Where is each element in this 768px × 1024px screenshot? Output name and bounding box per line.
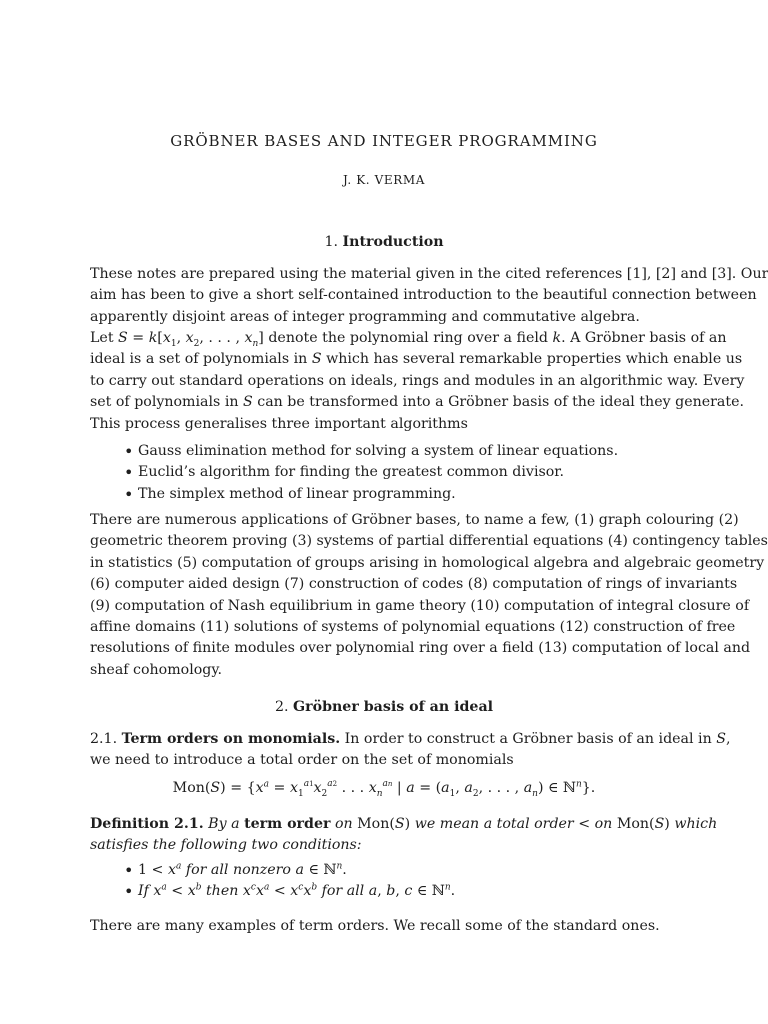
text-line: apparently disjoint areas of integer programming and commutative algebra.: [90, 308, 640, 325]
text-line: set of polynomials in S can be transformed into a Gröbner basis of the ideal they generate.: [90, 394, 744, 411]
text-line: geometric theorem proving (3) systems of partial differential equations (4) contingency tables: [90, 533, 768, 550]
list-item: • Euclid’s algorithm for finding the greatest common divisor.: [124, 462, 644, 483]
text-line: sheaf cohomology.: [90, 661, 222, 678]
conditions-list: [124, 860, 644, 903]
intro-paragraph-2: [90, 328, 745, 435]
paper-title: GRÖBNER BASES AND INTEGER PROGRAMMING: [170, 132, 598, 150]
text-line: we need to introduce a total order on the set of monomials: [90, 752, 514, 769]
text-line: ideal is a set of polynomials in S which has several remarkable properties which enable us: [90, 351, 743, 368]
section-number: 1.: [324, 234, 338, 250]
text-line: 2.1. Term orders on monomials. In order to construct a Gröbner basis of an ideal in S,: [90, 731, 731, 747]
text-line: Definition 2.1. By a term order on Mon(S) we mean a total order < on Mon(S) which: [90, 816, 718, 832]
text-line: satisfies the following two conditions:: [90, 837, 362, 854]
text-line: aim has been to give a short self-contained introduction to the beautiful connection between: [90, 287, 757, 304]
definition-label: Definition 2.1.: [90, 816, 204, 832]
text-line: (9) computation of Nash equilibrium in game theory (10) computation of integral closure of: [90, 597, 750, 614]
text-line: This process generalises three important algorithms: [90, 415, 468, 432]
section-2-heading: [0, 699, 768, 715]
section-1-heading: [0, 234, 768, 250]
text-line: There are many examples of term orders. We recall some of the standard ones.: [90, 918, 660, 934]
text-line: affine domains (11) solutions of systems of polynomial equations (12) construction of free: [90, 618, 736, 635]
intro-paragraph-1: [90, 264, 768, 328]
monomials-equation: $Mon(S) = \{x^a = x_1^{a1}x_2^{a2}$ . . . $x_n^{an}$ | $a = (a_1$, $a_2$, . . . , $a_n$) ∈ ℕ$^n$}.: [172, 779, 596, 799]
paper-author: J. K. VERMA: [342, 173, 426, 187]
closing-paragraph: [90, 916, 680, 937]
definition-2-1: [90, 814, 718, 857]
text-line: Let $S = k[x_1$, $x_2$, . . . , $x_n$] denote the polynomial ring over a field k. A Gröbner basis of an: [90, 330, 727, 349]
section-number: 2.: [274, 699, 289, 715]
text-line: in statistics (5) computation of groups arising in homological algebra and algebraic geometry: [90, 554, 765, 571]
applications-paragraph: [90, 510, 768, 681]
text-line: (6) computer aided design (7) construction of codes (8) computation of rings of invariants: [90, 576, 738, 593]
term-order-term: term order: [244, 816, 331, 832]
subsection-2-1: [90, 729, 731, 772]
text-line: There are numerous applications of Gröbner bases, to name a few, (1) graph colouring (2): [90, 512, 739, 528]
list-item: • If $x^a < x^b$ then $x^cx^a < x^cx^b$ for all a, b, c ∈ ℕ$^n$.: [124, 881, 644, 902]
section-title: Introduction: [342, 234, 444, 250]
algorithms-list: [124, 441, 644, 505]
section-title: Gröbner basis of an ideal: [293, 699, 494, 715]
text-line: These notes are prepared using the material given in the cited references [1], [2] and [3]. Our: [90, 266, 768, 282]
list-item: • $1 < x^a$ for all nonzero a ∈ ℕ$^n$.: [124, 860, 644, 881]
subsection-title: Term orders on monomials.: [121, 731, 341, 747]
text-line: to carry out standard operations on ideals, rings and modules in an algorithmic way. Every: [90, 372, 745, 389]
list-item: • The simplex method of linear programming.: [124, 484, 644, 505]
list-item: • Gauss elimination method for solving a system of linear equations.: [124, 441, 644, 462]
subsection-number: 2.1.: [90, 731, 118, 747]
text-line: resolutions of finite modules over polynomial ring over a field (13) computation of local and: [90, 640, 751, 657]
